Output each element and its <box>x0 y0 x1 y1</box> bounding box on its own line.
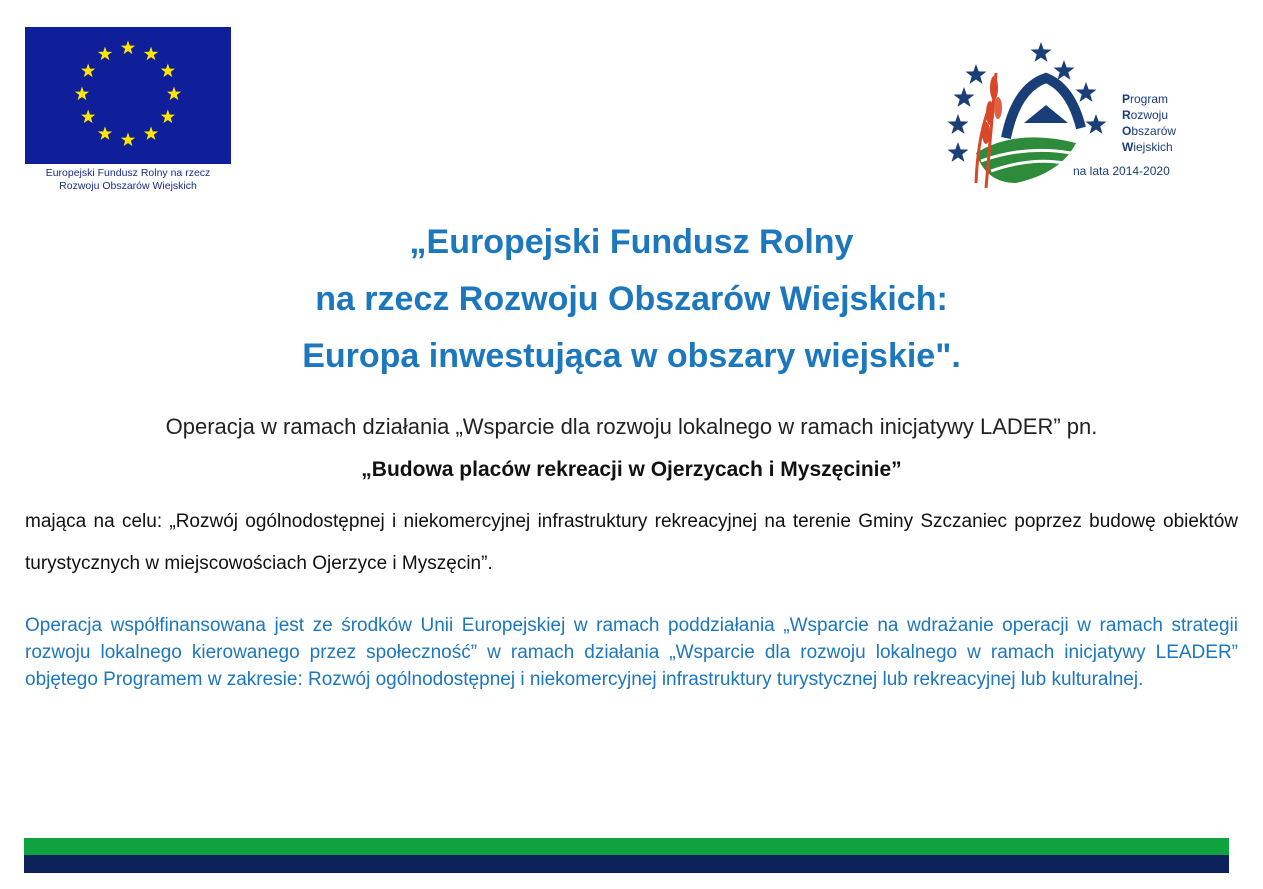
eu-star <box>144 126 158 140</box>
title-line2: na rzecz Rozwoju Obszarów Wiejskich: <box>315 280 948 318</box>
operation-goal: mająca na celu: „Rozwój ogólnodostępnej i niekomercyjnej infrastruktury rekreacyjnej na terenie Gminy Szczaniec poprzez budowę obiektów turystycznych w miejscowościach Ojerzyce i Myszęcin”. <box>25 511 1238 574</box>
funding-note: Operacja współfinansowana jest ze środków Unii Europejskiej w ramach poddziałania „Wsparcie na wdrażanie operacji w ramach strategii rozwoju lokalnego kierowanego przez społeczność” w ramach działania „Wsparcie dla rozwoju lokalnego w ramach inicjatywy LEADER” objętego Programem w zakresie: Rozwój ogólnodostępnej i niekomercyjnej infrastruktury turystycznej lub rekreacyjnej lub kulturalnej. <box>25 615 1238 690</box>
prow-line1: Program <box>1122 92 1169 106</box>
eu-caption-line1: Europejski Fundusz Rolny na rzecz <box>45 167 211 179</box>
prow-line3: Obszarów <box>1122 124 1177 138</box>
title-line1: „Europejski Fundusz Rolny <box>409 223 854 261</box>
eu-star <box>81 110 95 124</box>
operation-name: „Budowa placów rekreacji w Ojerzycach i Myszęcinie” <box>361 458 902 481</box>
prow-line2: Rozwoju <box>1122 108 1169 122</box>
prow-star <box>948 114 969 134</box>
eu-star <box>121 133 135 147</box>
eu-star <box>144 47 158 61</box>
prow-years: na lata 2014-2020 <box>1073 164 1170 178</box>
eu-flag-icon <box>25 27 231 164</box>
prow-star <box>948 142 969 162</box>
operation-intro: Operacja w ramach działania „Wsparcie dla rozwoju lokalnego w ramach inicjatywy LADER” pn. <box>165 414 1098 439</box>
prow-line4: Wiejskich <box>1122 140 1173 154</box>
footer-navy-bar <box>24 855 1229 873</box>
prow-star <box>1054 60 1075 80</box>
prow-star <box>966 64 987 84</box>
eu-logo-caption <box>25 167 231 193</box>
prow-star <box>1076 82 1097 102</box>
prow-name <box>1122 91 1176 155</box>
eu-star <box>121 41 135 55</box>
page-title <box>0 214 1263 385</box>
eu-star <box>161 110 175 124</box>
prow-star <box>954 87 975 107</box>
footer-green-bar <box>24 838 1229 855</box>
eu-star <box>98 126 112 140</box>
eu-star <box>75 87 89 101</box>
prow-star <box>1086 114 1107 134</box>
eu-star <box>167 87 181 101</box>
eu-star <box>98 47 112 61</box>
eu-stars <box>25 27 231 164</box>
title-line3: Europa inwestująca w obszary wiejskie". <box>302 337 961 375</box>
eu-caption-line2: Rozwoju Obszarów Wiejskich <box>59 180 197 192</box>
eu-star <box>81 64 95 78</box>
prow-star <box>1031 42 1052 62</box>
eu-star <box>161 64 175 78</box>
